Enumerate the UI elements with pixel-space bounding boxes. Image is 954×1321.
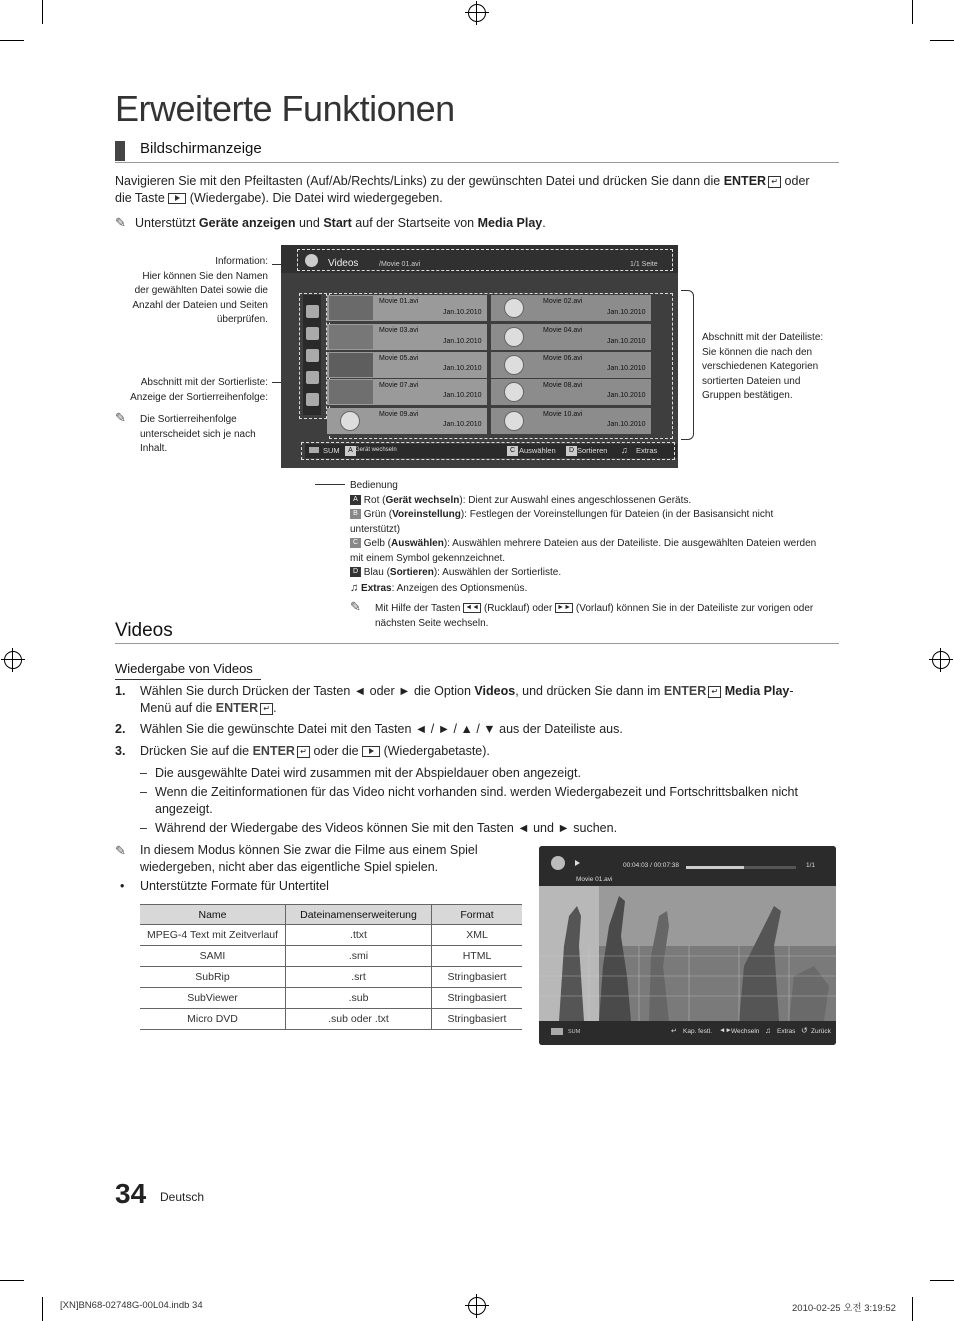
- subheading-playback: Wiedergabe von Videos: [115, 661, 253, 676]
- file-name: Movie 07.avi: [379, 382, 419, 389]
- change-device-label[interactable]: Gerät wechseln: [355, 447, 397, 453]
- column-header: Dateinamenserweiterung: [286, 905, 432, 925]
- page-language: Deutsch: [160, 1190, 205, 1204]
- film-reel-icon: [504, 411, 524, 431]
- pencil-note-icon: ✎: [350, 599, 361, 614]
- heading-bar: [115, 141, 125, 161]
- file-name: Movie 06.avi: [543, 355, 583, 362]
- controls-description: Bedienung A Rot (Gerät wechseln): Dient zur Auswahl eines angeschlossenen Geräts. B Grün (Voreinstellung): Festlegen der Voreinstellungen für Dateien (in der Basisansicht nicht unterstützt) C Gelb (Auswählen): Auswählen mehrere Dateien aus der Dateiliste. Die ausgewählten Dateien werden mit einem Symbol gekennzeichnet. D Blau (Sortieren): Auswählen der Sortierliste. ♫ Extras: Anzeigen des Optionsmenüs. ✎ Mit Hilfe der Tasten ◄◄ (Rucklauf) oder ►► (Vorlauf) können Sie in der Dateiliste zur vorigen oder nächsten Seite wechseln.: [350, 480, 817, 629]
- film-reel-icon: [504, 355, 524, 375]
- tools-label[interactable]: Extras: [777, 1028, 796, 1035]
- table-row: SubViewer .sub Stringbasiert: [140, 988, 522, 1009]
- videos-category-icon: [305, 254, 318, 267]
- file-date: Jan.10.2010: [443, 309, 482, 316]
- file-date: Jan.10.2010: [607, 365, 646, 372]
- column-header: Format: [432, 905, 523, 925]
- file-name: Movie 08.avi: [543, 382, 583, 389]
- file-path: /Movie 01.avi: [379, 261, 421, 268]
- intro-note: ✎ Unterstützt Geräte anzeigen und Start auf der Startseite von Media Play.: [115, 215, 546, 230]
- tools-icon: ♫: [621, 445, 628, 455]
- file-name: Movie 05.avi: [379, 355, 419, 362]
- crop-mark: [912, 1297, 913, 1321]
- yellow-c-key-icon: C: [350, 538, 361, 548]
- film-reel-icon: [504, 298, 524, 318]
- red-a-key-icon: A: [345, 446, 356, 456]
- playback-time: 00:04:03 / 00:07:38: [623, 862, 680, 869]
- video-playback-screen: [539, 846, 836, 1045]
- file-date: Jan.10.2010: [443, 392, 482, 399]
- device-icon: [551, 1028, 563, 1035]
- change-label[interactable]: Wechseln: [731, 1028, 760, 1035]
- video-thumbnail: [329, 296, 373, 320]
- video-thumbnail: [329, 325, 373, 349]
- crop-mark: [930, 40, 954, 41]
- progress-fill: [686, 866, 744, 869]
- print-date: 2010-02-25 오전 3:19:52: [792, 1303, 896, 1314]
- video-thumbnail: [329, 353, 373, 377]
- bullet-item: • Unterstützte Formate für Untertitel: [120, 879, 329, 893]
- sort-label[interactable]: Sortieren: [577, 446, 608, 455]
- media-play-screen: [281, 245, 678, 468]
- intro-paragraph: Navigieren Sie mit den Pfeiltasten (Auf/Ab/Rechts/Links) zu der gewünschten Datei und drücken Sie dann die ENTER ↵ oder die Taste (Wiedergabe). Die Datei wird wiedergegeben.: [115, 174, 810, 205]
- category-label: Videos: [328, 258, 359, 269]
- callout-information: Information: Hier können Sie den Namen der gewählten Datei sowie die Anzahl der Dateien und Seiten überprüfen.: [132, 256, 268, 325]
- page-title: Erweiterte Funktionen: [115, 88, 455, 129]
- pencil-note-icon: ✎: [115, 215, 126, 230]
- blue-d-key-icon: D: [350, 567, 361, 577]
- table-row: SAMI .smi HTML: [140, 946, 522, 967]
- film-reel-icon: [504, 382, 524, 402]
- dash-item: – Während der Wiedergabe des Videos können Sie mit den Tasten ◄ und ► suchen.: [140, 821, 618, 835]
- registration-mark-icon: [468, 1297, 486, 1315]
- file-name: Movie 01.avi: [576, 876, 613, 883]
- leader-line: [315, 484, 345, 485]
- folder-icon[interactable]: [306, 305, 319, 318]
- play-key-icon: [362, 746, 380, 757]
- file-name: Movie 09.avi: [379, 411, 419, 418]
- file-name: Movie 10.avi: [543, 411, 583, 418]
- pencil-note-icon: ✎: [115, 410, 126, 425]
- page-indicator: 1/1 Seite: [630, 261, 658, 268]
- giraffe-video-frame: [539, 886, 836, 1021]
- tools-icon: ♫: [765, 1026, 771, 1035]
- callout-sort-list: Abschnitt mit der Sortierliste: Anzeige der Sortierreihenfolge:: [130, 377, 268, 403]
- enter-key-icon: ↵: [708, 686, 721, 698]
- step-1: 1. Wählen Sie durch Drücken der Tasten ◄ oder ► die Option Videos, und drücken Sie dann im ENTER ↵ Media Play- Menü auf die ENTER ↵ .: [115, 684, 794, 715]
- star-icon[interactable]: [306, 393, 319, 406]
- crop-mark: [0, 40, 24, 41]
- return-icon: ↺: [801, 1026, 808, 1035]
- dash-item: – Die ausgewählte Datei wird zusammen mit der Abspieldauer oben angezeigt.: [140, 766, 581, 780]
- file-name: Movie 02.avi: [543, 298, 583, 305]
- section-heading-bildschirmanzeige: Bildschirmanzeige: [140, 140, 262, 157]
- file-date: Jan.10.2010: [607, 392, 646, 399]
- registration-mark-icon: [932, 651, 950, 669]
- table-row: Micro DVD .sub oder .txt Stringbasiert: [140, 1009, 522, 1030]
- print-file-info: [XN]BN68-02748G-00L04.indb 34: [60, 1300, 203, 1311]
- film-reel-icon: [504, 327, 524, 347]
- pencil-note-icon: ✎: [115, 843, 126, 858]
- film-reel-icon: [340, 411, 360, 431]
- table-row: MPEG-4 Text mit Zeitverlauf .ttxt XML: [140, 925, 522, 946]
- subtitle-formats-table: [140, 904, 522, 1030]
- file-date: Jan.10.2010: [607, 338, 646, 345]
- file-name: Movie 03.avi: [379, 327, 419, 334]
- subheading-underline: [115, 679, 261, 680]
- enter-key-icon: ↵: [768, 176, 781, 188]
- crop-mark: [912, 0, 913, 24]
- enter-key-icon: ↵: [260, 703, 273, 715]
- crop-mark: [0, 1280, 24, 1281]
- heading-rule: [115, 643, 839, 644]
- registration-mark-icon: [468, 4, 486, 22]
- crop-mark: [930, 1280, 954, 1281]
- play-state-icon: [575, 860, 580, 866]
- rewind-key-icon: ◄◄: [463, 603, 481, 613]
- left-right-arrows-icon: ◄►: [719, 1027, 732, 1034]
- file-date: Jan.10.2010: [443, 365, 482, 372]
- file-date: Jan.10.2010: [443, 421, 482, 428]
- blue-d-key-icon: D: [566, 446, 577, 456]
- enter-key-icon: ↵: [297, 746, 310, 758]
- crop-mark: [42, 1297, 43, 1321]
- step-2: 2. Wählen Sie die gewünschte Datei mit den Tasten ◄ / ► / ▲ / ▼ aus der Dateiliste aus.: [115, 722, 623, 736]
- file-date: Jan.10.2010: [607, 421, 646, 428]
- set-chapter-label[interactable]: Kap. festl.: [683, 1028, 712, 1035]
- file-list-bracket: [681, 290, 694, 440]
- file-count: 1/1: [806, 862, 816, 869]
- file-date: Jan.10.2010: [607, 309, 646, 316]
- fast-forward-key-icon: ►►: [555, 603, 573, 613]
- image-icon[interactable]: [306, 327, 319, 340]
- file-name: Movie 01.avi: [379, 298, 419, 305]
- file-name: Movie 04.avi: [543, 327, 583, 334]
- device-label: SUM: [323, 446, 340, 455]
- calendar-icon[interactable]: [306, 349, 319, 362]
- heading-rule: [115, 162, 839, 163]
- red-a-key-icon: A: [350, 495, 361, 505]
- device-icon: [309, 447, 319, 453]
- device-label: SUM: [568, 1029, 581, 1035]
- green-b-key-icon: B: [350, 509, 361, 519]
- return-label[interactable]: Zurück: [811, 1028, 831, 1035]
- page-number: 34: [115, 1178, 147, 1209]
- column-header: Name: [140, 905, 286, 925]
- callout-file-list: Abschnitt mit der Dateiliste: Sie können die nach den verschiedenen Kategorien sortierten Dateien und Gruppen bestätigen.: [702, 332, 824, 401]
- tools-label[interactable]: Extras: [636, 446, 658, 455]
- section-heading-videos: Videos: [115, 620, 173, 641]
- callout-sort-note: ✎ Die Sortierreihenfolge unterscheidet sich je nach Inhalt.: [115, 410, 256, 454]
- registration-mark-icon: [4, 651, 22, 669]
- select-label[interactable]: Auswählen: [519, 446, 556, 455]
- dash-item: – Wenn die Zeitinformationen für das Video nicht vorhanden sind. werden Wiedergabezeit und Fortschrittsbalken nicht angezeigt.: [140, 785, 798, 816]
- yellow-c-key-icon: C: [507, 446, 518, 456]
- file-date: Jan.10.2010: [443, 338, 482, 345]
- video-thumbnail: [329, 380, 373, 404]
- game-note: ✎ In diesem Modus können Sie zwar die Filme aus einem Spiel wiedergeben, nicht aber das eigentliche Spiel spielen.: [115, 843, 478, 874]
- video-icon: [551, 856, 565, 870]
- tools-icon: ♫: [350, 581, 359, 594]
- table-header-row: [140, 905, 522, 925]
- crop-mark: [42, 0, 43, 24]
- step-3: 3. Drücken Sie auf die ENTER ↵ oder die (Wiedergabetaste).: [115, 744, 490, 758]
- list-icon[interactable]: [306, 371, 319, 384]
- progress-bar[interactable]: [686, 866, 796, 869]
- enter-key-icon: ↵: [671, 1028, 677, 1035]
- table-row: SubRip .srt Stringbasiert: [140, 967, 522, 988]
- play-key-icon: [168, 193, 186, 204]
